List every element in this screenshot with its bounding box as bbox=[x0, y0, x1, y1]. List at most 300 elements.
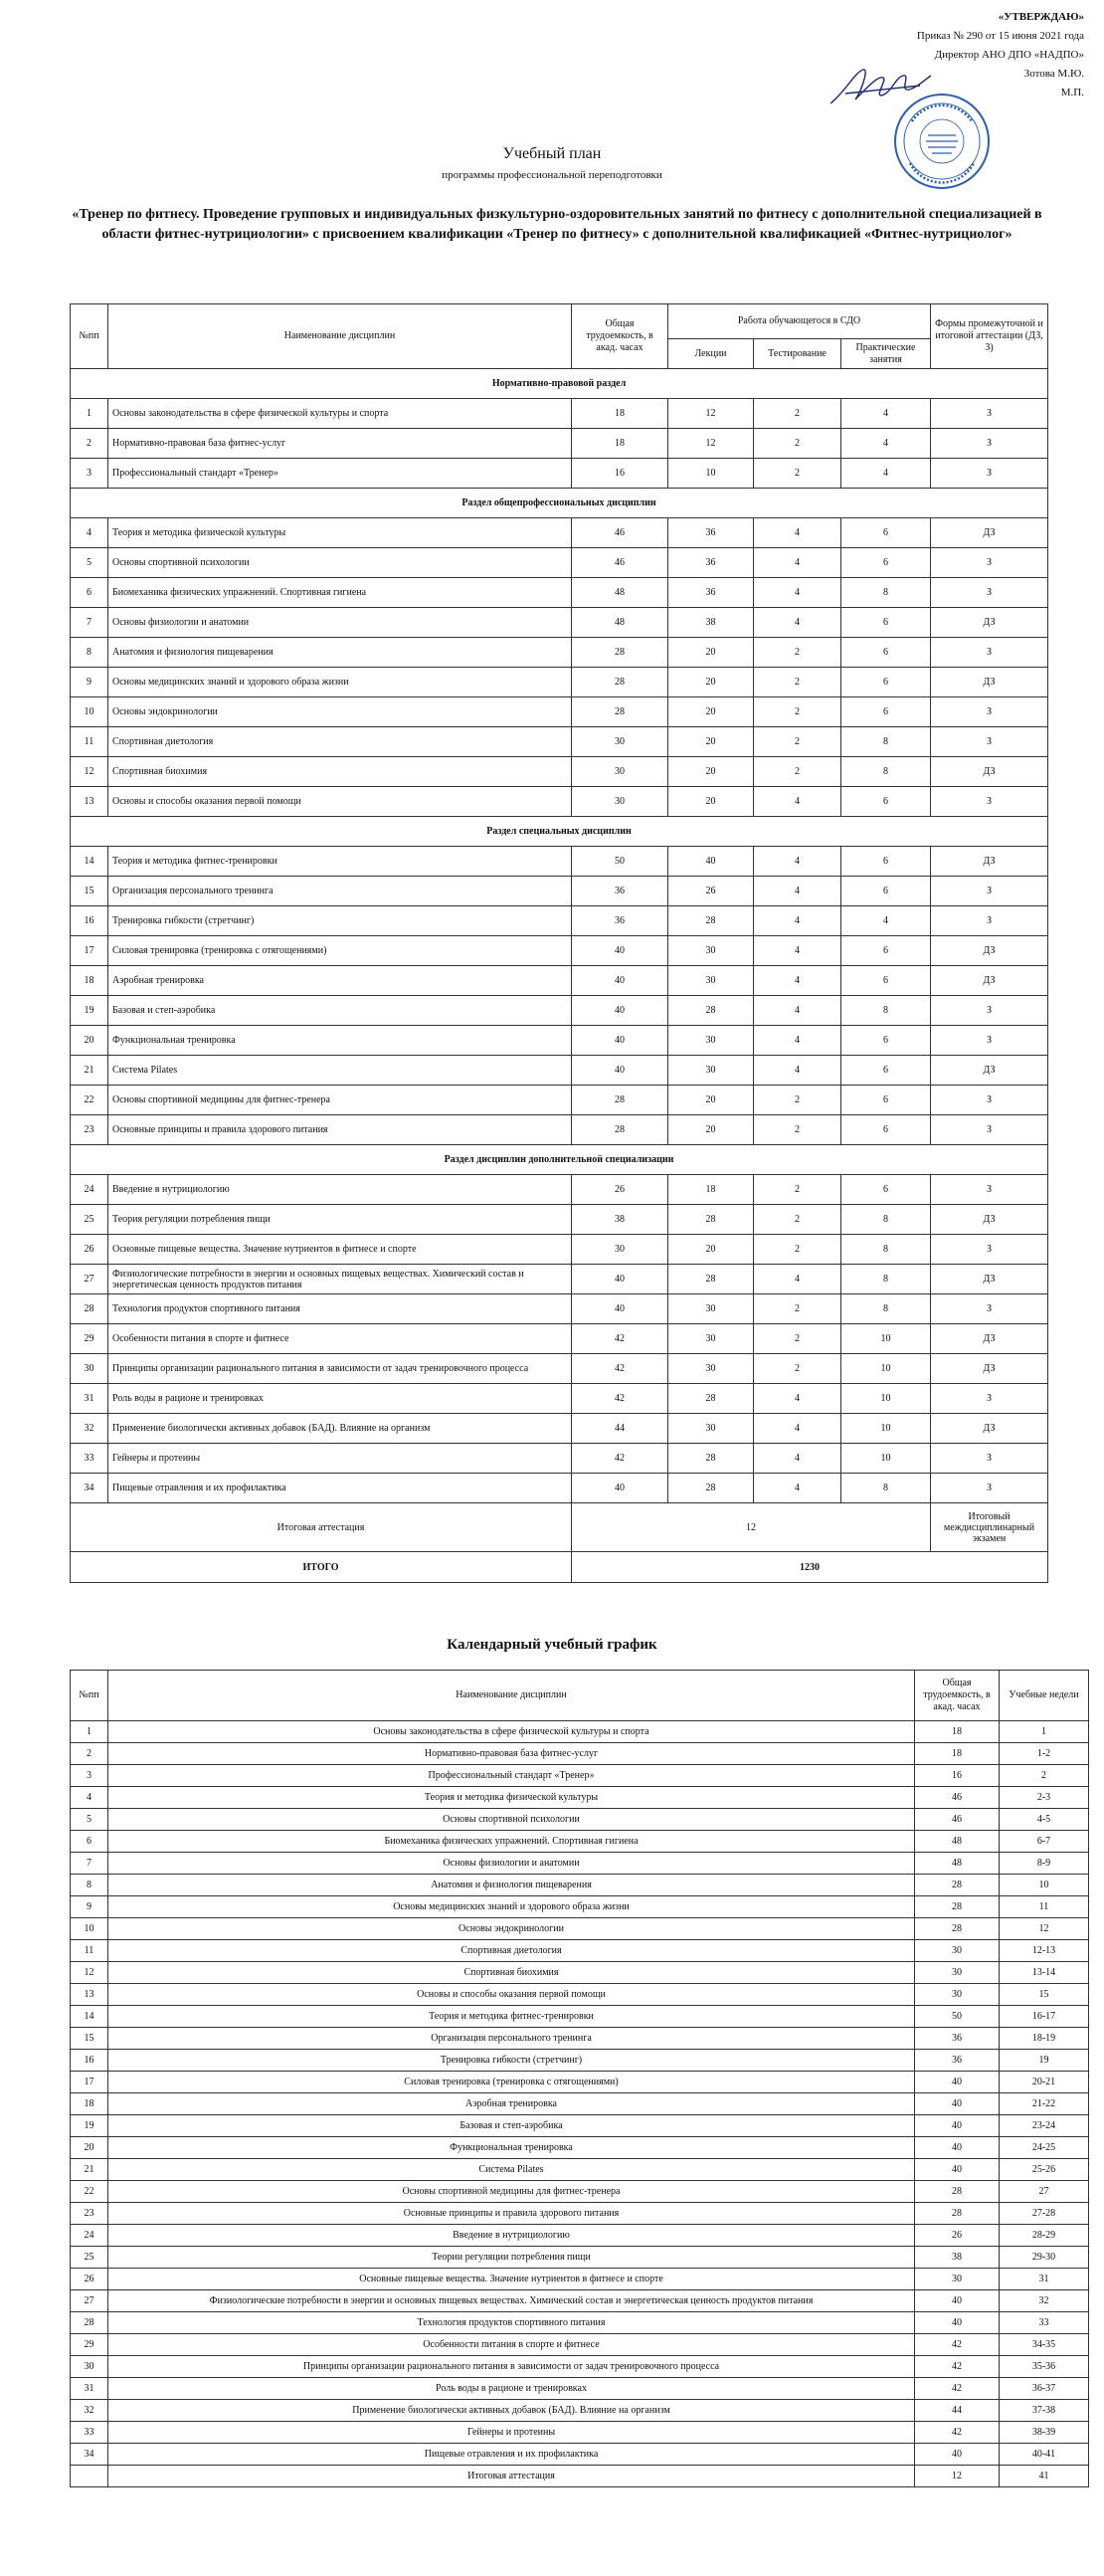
discipline-name: Система Pilates bbox=[108, 1056, 572, 1086]
row-number: 18 bbox=[71, 2093, 108, 2115]
attestation-form: З bbox=[931, 638, 1048, 668]
testing-hours: 4 bbox=[754, 966, 841, 996]
row-number: 2 bbox=[71, 1743, 108, 1765]
study-weeks: 8-9 bbox=[1000, 1853, 1089, 1875]
row-number: 15 bbox=[71, 877, 108, 906]
lecture-hours: 28 bbox=[668, 1205, 754, 1235]
study-weeks: 18-19 bbox=[1000, 2028, 1089, 2050]
study-weeks: 29-30 bbox=[1000, 2247, 1089, 2269]
study-weeks: 2 bbox=[1000, 1765, 1089, 1787]
table-row bbox=[71, 727, 1048, 757]
total-hours: 40 bbox=[572, 936, 668, 966]
calendar-row bbox=[71, 1787, 1089, 1809]
table-row bbox=[71, 1474, 1048, 1503]
discipline-name: Нормативно-правовая база фитнес-услуг bbox=[108, 429, 572, 459]
attestation-form: З bbox=[931, 1235, 1048, 1265]
section-row bbox=[71, 489, 1048, 518]
discipline-name: Применение биологически активных добавок (БАД). Влияние на организм bbox=[108, 1414, 572, 1444]
practice-hours: 8 bbox=[841, 1265, 931, 1294]
practice-hours: 4 bbox=[841, 906, 931, 936]
total-hours: 40 bbox=[915, 2159, 1000, 2181]
calendar-body bbox=[71, 1721, 1089, 2487]
lecture-hours: 18 bbox=[668, 1175, 754, 1205]
lecture-hours: 12 bbox=[668, 429, 754, 459]
total-hours: 40 bbox=[915, 2137, 1000, 2159]
attestation-form: З bbox=[931, 1026, 1048, 1056]
row-number: 1 bbox=[71, 399, 108, 429]
row-number: 16 bbox=[71, 906, 108, 936]
study-weeks: 1-2 bbox=[1000, 1743, 1089, 1765]
header-name: Наименование дисциплин bbox=[108, 304, 572, 369]
total-hours: 42 bbox=[572, 1444, 668, 1474]
total-hours: 18 bbox=[572, 429, 668, 459]
discipline-name: Спортивная диетология bbox=[108, 727, 572, 757]
study-weeks: 24-25 bbox=[1000, 2137, 1089, 2159]
testing-hours: 2 bbox=[754, 459, 841, 489]
testing-hours: 4 bbox=[754, 996, 841, 1026]
discipline-name: Базовая и степ-аэробика bbox=[108, 2115, 915, 2137]
calendar-row bbox=[71, 2050, 1089, 2072]
total-hours: 40 bbox=[915, 2312, 1000, 2334]
study-weeks: 20-21 bbox=[1000, 2072, 1089, 2093]
discipline-name: Теория и методика физической культуры bbox=[108, 1787, 915, 1809]
discipline-name: Основы физиологии и анатомии bbox=[108, 608, 572, 638]
row-number: 28 bbox=[71, 2312, 108, 2334]
total-hours: 28 bbox=[572, 638, 668, 668]
row-number: 24 bbox=[71, 1175, 108, 1205]
total-hours: 18 bbox=[572, 399, 668, 429]
row-number: 32 bbox=[71, 1414, 108, 1444]
attestation-form: З bbox=[931, 1444, 1048, 1474]
study-weeks: 33 bbox=[1000, 2312, 1089, 2334]
study-weeks: 19 bbox=[1000, 2050, 1089, 2072]
row-number: 29 bbox=[71, 2334, 108, 2356]
attestation-form: З bbox=[931, 787, 1048, 817]
final-hours: 12 bbox=[572, 1503, 931, 1552]
table-row bbox=[71, 1056, 1048, 1086]
total-hours: 12 bbox=[915, 2466, 1000, 2487]
practice-hours: 6 bbox=[841, 608, 931, 638]
lecture-hours: 30 bbox=[668, 1056, 754, 1086]
study-weeks: 36-37 bbox=[1000, 2378, 1089, 2400]
table-row bbox=[71, 1115, 1048, 1145]
table-row bbox=[71, 668, 1048, 697]
total-hours: 30 bbox=[572, 757, 668, 787]
total-hours: 40 bbox=[915, 2444, 1000, 2466]
testing-hours: 2 bbox=[754, 1235, 841, 1265]
lecture-hours: 20 bbox=[668, 697, 754, 727]
practice-hours: 6 bbox=[841, 1115, 931, 1145]
plan-subtitle: программы профессиональной переподготовки bbox=[442, 169, 662, 181]
table-row bbox=[71, 906, 1048, 936]
discipline-name: Спортивная биохимия bbox=[108, 1962, 915, 1984]
testing-hours: 4 bbox=[754, 906, 841, 936]
discipline-name: Гейнеры и протеины bbox=[108, 1444, 572, 1474]
table-row bbox=[71, 697, 1048, 727]
study-weeks: 25-26 bbox=[1000, 2159, 1089, 2181]
total-label: ИТОГО bbox=[71, 1552, 572, 1583]
calendar-row bbox=[71, 2115, 1089, 2137]
row-number: 7 bbox=[71, 1853, 108, 1875]
discipline-name: Основы медицинских знаний и здорового образа жизни bbox=[108, 1896, 915, 1918]
row-number: 12 bbox=[71, 757, 108, 787]
practice-hours: 6 bbox=[841, 847, 931, 877]
row-number: 28 bbox=[71, 1294, 108, 1324]
practice-hours: 6 bbox=[841, 1086, 931, 1115]
table-row bbox=[71, 1026, 1048, 1056]
lecture-hours: 20 bbox=[668, 638, 754, 668]
calendar-row bbox=[71, 2444, 1089, 2466]
attestation-form: ДЗ bbox=[931, 608, 1048, 638]
row-number: 33 bbox=[71, 2422, 108, 2444]
calendar-row bbox=[71, 2225, 1089, 2247]
testing-hours: 4 bbox=[754, 518, 841, 548]
study-weeks: 4-5 bbox=[1000, 1809, 1089, 1831]
row-number: 6 bbox=[71, 1831, 108, 1853]
discipline-name: Функциональная тренировка bbox=[108, 2137, 915, 2159]
study-weeks: 1 bbox=[1000, 1721, 1089, 1743]
row-number: 20 bbox=[71, 1026, 108, 1056]
total-hours: 38 bbox=[915, 2247, 1000, 2269]
calendar-row bbox=[71, 2006, 1089, 2028]
row-number: 3 bbox=[71, 459, 108, 489]
calendar-row bbox=[71, 1984, 1089, 2006]
practice-hours: 4 bbox=[841, 399, 931, 429]
total-hours: 46 bbox=[572, 518, 668, 548]
attestation-form: З bbox=[931, 1384, 1048, 1414]
total-hours: 36 bbox=[915, 2028, 1000, 2050]
calendar-row bbox=[71, 2093, 1089, 2115]
attestation-form: ДЗ bbox=[931, 1324, 1048, 1354]
study-weeks: 11 bbox=[1000, 1896, 1089, 1918]
practice-hours: 6 bbox=[841, 787, 931, 817]
testing-hours: 4 bbox=[754, 1474, 841, 1503]
section-title: Раздел дисциплин дополнительной специализации bbox=[71, 1145, 1048, 1175]
study-weeks: 16-17 bbox=[1000, 2006, 1089, 2028]
attestation-form: ДЗ bbox=[931, 1056, 1048, 1086]
header-work: Работа обучающегося в СДО bbox=[668, 304, 931, 339]
total-hours: 1230 bbox=[572, 1552, 1048, 1583]
testing-hours: 4 bbox=[754, 548, 841, 578]
testing-hours: 4 bbox=[754, 787, 841, 817]
row-number: 23 bbox=[71, 2203, 108, 2225]
lecture-hours: 28 bbox=[668, 1265, 754, 1294]
practice-hours: 8 bbox=[841, 757, 931, 787]
table-row bbox=[71, 578, 1048, 608]
total-hours: 18 bbox=[915, 1721, 1000, 1743]
discipline-name: Теория и методика фитнес-тренировки bbox=[108, 847, 572, 877]
study-weeks: 10 bbox=[1000, 1875, 1089, 1896]
row-number: 3 bbox=[71, 1765, 108, 1787]
study-weeks: 37-38 bbox=[1000, 2400, 1089, 2422]
discipline-name: Основы спортивной психологии bbox=[108, 1809, 915, 1831]
calendar-row bbox=[71, 2334, 1089, 2356]
cal-header-weeks: Учебные недели bbox=[1000, 1671, 1089, 1721]
attestation-form: ДЗ bbox=[931, 668, 1048, 697]
testing-hours: 4 bbox=[754, 1384, 841, 1414]
discipline-name: Основы спортивной психологии bbox=[108, 548, 572, 578]
lecture-hours: 38 bbox=[668, 608, 754, 638]
lecture-hours: 20 bbox=[668, 668, 754, 697]
discipline-name: Нормативно-правовая база фитнес-услуг bbox=[108, 1743, 915, 1765]
row-number: 27 bbox=[71, 1265, 108, 1294]
section-title: Нормативно-правовой раздел bbox=[71, 369, 1048, 399]
total-hours: 40 bbox=[915, 2115, 1000, 2137]
total-hours: 46 bbox=[572, 548, 668, 578]
table-row bbox=[71, 1324, 1048, 1354]
calendar-row bbox=[71, 2072, 1089, 2093]
table-row bbox=[71, 877, 1048, 906]
discipline-name: Технология продуктов спортивного питания bbox=[108, 2312, 915, 2334]
row-number: 19 bbox=[71, 2115, 108, 2137]
table-row bbox=[71, 847, 1048, 877]
testing-hours: 4 bbox=[754, 847, 841, 877]
practice-hours: 6 bbox=[841, 518, 931, 548]
testing-hours: 2 bbox=[754, 757, 841, 787]
study-weeks: 12-13 bbox=[1000, 1940, 1089, 1962]
attestation-form: З bbox=[931, 1115, 1048, 1145]
row-number: 4 bbox=[71, 518, 108, 548]
row-number: 10 bbox=[71, 697, 108, 727]
study-weeks: 15 bbox=[1000, 1984, 1089, 2006]
calendar-row bbox=[71, 1940, 1089, 1962]
total-hours: 28 bbox=[572, 697, 668, 727]
testing-hours: 2 bbox=[754, 1086, 841, 1115]
discipline-name: Аэробная тренировка bbox=[108, 966, 572, 996]
total-hours: 48 bbox=[915, 1853, 1000, 1875]
calendar-row bbox=[71, 1721, 1089, 1743]
testing-hours: 4 bbox=[754, 936, 841, 966]
discipline-name: Введение в нутрициологию bbox=[108, 1175, 572, 1205]
study-weeks: 40-41 bbox=[1000, 2444, 1089, 2466]
total-hours: 46 bbox=[915, 1809, 1000, 1831]
discipline-name: Основы эндокринологии bbox=[108, 1918, 915, 1940]
discipline-name: Основы физиологии и анатомии bbox=[108, 1853, 915, 1875]
discipline-name: Технология продуктов спортивного питания bbox=[108, 1294, 572, 1324]
total-hours: 30 bbox=[572, 787, 668, 817]
total-hours: 40 bbox=[572, 966, 668, 996]
header-forms: Формы промежуточной и итоговой аттестации (ДЗ, З) bbox=[931, 304, 1048, 369]
approval-mp: М.П. bbox=[1060, 87, 1084, 99]
table-row bbox=[71, 518, 1048, 548]
final-label: Итоговая аттестация bbox=[71, 1503, 572, 1552]
attestation-form: ДЗ bbox=[931, 518, 1048, 548]
attestation-form: З bbox=[931, 1294, 1048, 1324]
calendar-row bbox=[71, 2159, 1089, 2181]
total-hours: 16 bbox=[915, 1765, 1000, 1787]
study-weeks: 23-24 bbox=[1000, 2115, 1089, 2137]
calendar-row bbox=[71, 2137, 1089, 2159]
lecture-hours: 20 bbox=[668, 1115, 754, 1145]
practice-hours: 8 bbox=[841, 727, 931, 757]
lecture-hours: 40 bbox=[668, 847, 754, 877]
section-row bbox=[71, 1145, 1048, 1175]
discipline-name: Гейнеры и протеины bbox=[108, 2422, 915, 2444]
discipline-name: Применение биологически активных добавок (БАД). Влияние на организм bbox=[108, 2400, 915, 2422]
row-number: 1 bbox=[71, 1721, 108, 1743]
header-lectures: Лекции bbox=[668, 339, 754, 369]
row-number: 31 bbox=[71, 1384, 108, 1414]
practice-hours: 10 bbox=[841, 1324, 931, 1354]
practice-hours: 6 bbox=[841, 1175, 931, 1205]
row-number: 25 bbox=[71, 1205, 108, 1235]
header-hours: Общая трудоемкость, в акад. часах bbox=[572, 304, 668, 369]
discipline-name: Основные пищевые вещества. Значение нутриентов в фитнесе и спорте bbox=[108, 1235, 572, 1265]
discipline-name: Теория и методика фитнес-тренировки bbox=[108, 2006, 915, 2028]
plan-title: Учебный план bbox=[502, 145, 602, 162]
calendar-table bbox=[70, 1670, 1089, 2487]
total-hours: 44 bbox=[915, 2400, 1000, 2422]
row-number: 9 bbox=[71, 1896, 108, 1918]
study-weeks: 6-7 bbox=[1000, 1831, 1089, 1853]
row-number: 32 bbox=[71, 2400, 108, 2422]
attestation-form: ДЗ bbox=[931, 1265, 1048, 1294]
total-hours: 40 bbox=[572, 1056, 668, 1086]
total-hours: 50 bbox=[915, 2006, 1000, 2028]
attestation-form: З bbox=[931, 996, 1048, 1026]
practice-hours: 6 bbox=[841, 548, 931, 578]
total-hours: 36 bbox=[572, 906, 668, 936]
discipline-name: Силовая тренировка (тренировка с отягощениями) bbox=[108, 936, 572, 966]
practice-hours: 6 bbox=[841, 668, 931, 697]
final-attestation-row bbox=[71, 1503, 1048, 1552]
study-weeks: 13-14 bbox=[1000, 1962, 1089, 1984]
calendar-row bbox=[71, 2181, 1089, 2203]
total-hours: 42 bbox=[572, 1354, 668, 1384]
table-row bbox=[71, 966, 1048, 996]
total-hours: 16 bbox=[572, 459, 668, 489]
lecture-hours: 20 bbox=[668, 757, 754, 787]
calendar-row bbox=[71, 2028, 1089, 2050]
total-hours: 28 bbox=[572, 1115, 668, 1145]
row-number bbox=[71, 2466, 108, 2487]
lecture-hours: 28 bbox=[668, 1474, 754, 1503]
testing-hours: 2 bbox=[754, 727, 841, 757]
section-title: Раздел специальных дисциплин bbox=[71, 817, 1048, 847]
practice-hours: 6 bbox=[841, 1056, 931, 1086]
study-weeks: 12 bbox=[1000, 1918, 1089, 1940]
section-title: Раздел общепрофессиональных дисциплин bbox=[71, 489, 1048, 518]
attestation-form: З bbox=[931, 1474, 1048, 1503]
section-row bbox=[71, 817, 1048, 847]
discipline-name: Функциональная тренировка bbox=[108, 1026, 572, 1056]
discipline-name: Теории регуляции потребления пищи bbox=[108, 2247, 915, 2269]
calendar-row bbox=[71, 2466, 1089, 2487]
header-practice: Практические занятия bbox=[841, 339, 931, 369]
study-weeks: 2-3 bbox=[1000, 1787, 1089, 1809]
total-hours: 28 bbox=[915, 1875, 1000, 1896]
discipline-name: Теория и методика физической культуры bbox=[108, 518, 572, 548]
discipline-name: Базовая и степ-аэробика bbox=[108, 996, 572, 1026]
table-row bbox=[71, 1086, 1048, 1115]
study-weeks: 28-29 bbox=[1000, 2225, 1089, 2247]
row-number: 20 bbox=[71, 2137, 108, 2159]
calendar-row bbox=[71, 1918, 1089, 1940]
attestation-form: З bbox=[931, 697, 1048, 727]
study-weeks: 35-36 bbox=[1000, 2356, 1089, 2378]
total-hours: 30 bbox=[915, 1984, 1000, 2006]
row-number: 34 bbox=[71, 2444, 108, 2466]
practice-hours: 8 bbox=[841, 1205, 931, 1235]
study-weeks: 41 bbox=[1000, 2466, 1089, 2487]
testing-hours: 4 bbox=[754, 608, 841, 638]
row-number: 8 bbox=[71, 1875, 108, 1896]
attestation-form: ДЗ bbox=[931, 757, 1048, 787]
discipline-name: Спортивная биохимия bbox=[108, 757, 572, 787]
attestation-form: ДЗ bbox=[931, 1205, 1048, 1235]
testing-hours: 2 bbox=[754, 638, 841, 668]
attestation-form: ДЗ bbox=[931, 847, 1048, 877]
row-number: 24 bbox=[71, 2225, 108, 2247]
testing-hours: 4 bbox=[754, 1056, 841, 1086]
attestation-form: З bbox=[931, 727, 1048, 757]
testing-hours: 4 bbox=[754, 578, 841, 608]
calendar-row bbox=[71, 2378, 1089, 2400]
calendar-row bbox=[71, 1875, 1089, 1896]
table-row bbox=[71, 1175, 1048, 1205]
curriculum-body bbox=[71, 369, 1048, 1503]
row-number: 29 bbox=[71, 1324, 108, 1354]
lecture-hours: 20 bbox=[668, 1235, 754, 1265]
testing-hours: 2 bbox=[754, 1205, 841, 1235]
table-row bbox=[71, 1354, 1048, 1384]
testing-hours: 2 bbox=[754, 668, 841, 697]
discipline-name: Теория регуляции потребления пищи bbox=[108, 1205, 572, 1235]
attestation-form: З bbox=[931, 548, 1048, 578]
discipline-name: Основы медицинских знаний и здорового образа жизни bbox=[108, 668, 572, 697]
total-hours: 28 bbox=[572, 668, 668, 697]
approval-director: Директор АНО ДПО «НАДПО» bbox=[934, 49, 1084, 61]
testing-hours: 4 bbox=[754, 1414, 841, 1444]
practice-hours: 6 bbox=[841, 936, 931, 966]
calendar-row bbox=[71, 1765, 1089, 1787]
row-number: 10 bbox=[71, 1918, 108, 1940]
discipline-name: Организация персонального тренинга bbox=[108, 877, 572, 906]
discipline-name: Биомеханика физических упражнений. Спортивная гигиена bbox=[108, 1831, 915, 1853]
lecture-hours: 30 bbox=[668, 966, 754, 996]
discipline-name: Основные принципы и правила здорового питания bbox=[108, 2203, 915, 2225]
discipline-name: Основные принципы и правила здорового питания bbox=[108, 1115, 572, 1145]
testing-hours: 2 bbox=[754, 1115, 841, 1145]
table-row bbox=[71, 1384, 1048, 1414]
lecture-hours: 30 bbox=[668, 1294, 754, 1324]
lecture-hours: 36 bbox=[668, 578, 754, 608]
table-row bbox=[71, 399, 1048, 429]
row-number: 22 bbox=[71, 2181, 108, 2203]
cal-header-hours: Общая трудоемкость, в акад. часах bbox=[915, 1671, 1000, 1721]
practice-hours: 6 bbox=[841, 966, 931, 996]
lecture-hours: 28 bbox=[668, 996, 754, 1026]
practice-hours: 8 bbox=[841, 1294, 931, 1324]
total-hours: 42 bbox=[915, 2422, 1000, 2444]
discipline-name: Профессиональный стандарт «Тренер» bbox=[108, 459, 572, 489]
practice-hours: 8 bbox=[841, 1235, 931, 1265]
row-number: 8 bbox=[71, 638, 108, 668]
discipline-name: Особенности питания в спорте и фитнесе bbox=[108, 1324, 572, 1354]
cal-header-num: №пп bbox=[71, 1671, 108, 1721]
calendar-row bbox=[71, 2422, 1089, 2444]
practice-hours: 8 bbox=[841, 1474, 931, 1503]
lecture-hours: 30 bbox=[668, 1354, 754, 1384]
study-weeks: 27 bbox=[1000, 2181, 1089, 2203]
total-hours: 28 bbox=[915, 1918, 1000, 1940]
row-number: 30 bbox=[71, 1354, 108, 1384]
table-row bbox=[71, 996, 1048, 1026]
attestation-form: ДЗ bbox=[931, 1354, 1048, 1384]
discipline-name: Тренировка гибкости (стретчинг) bbox=[108, 2050, 915, 2072]
row-number: 17 bbox=[71, 2072, 108, 2093]
lecture-hours: 30 bbox=[668, 936, 754, 966]
